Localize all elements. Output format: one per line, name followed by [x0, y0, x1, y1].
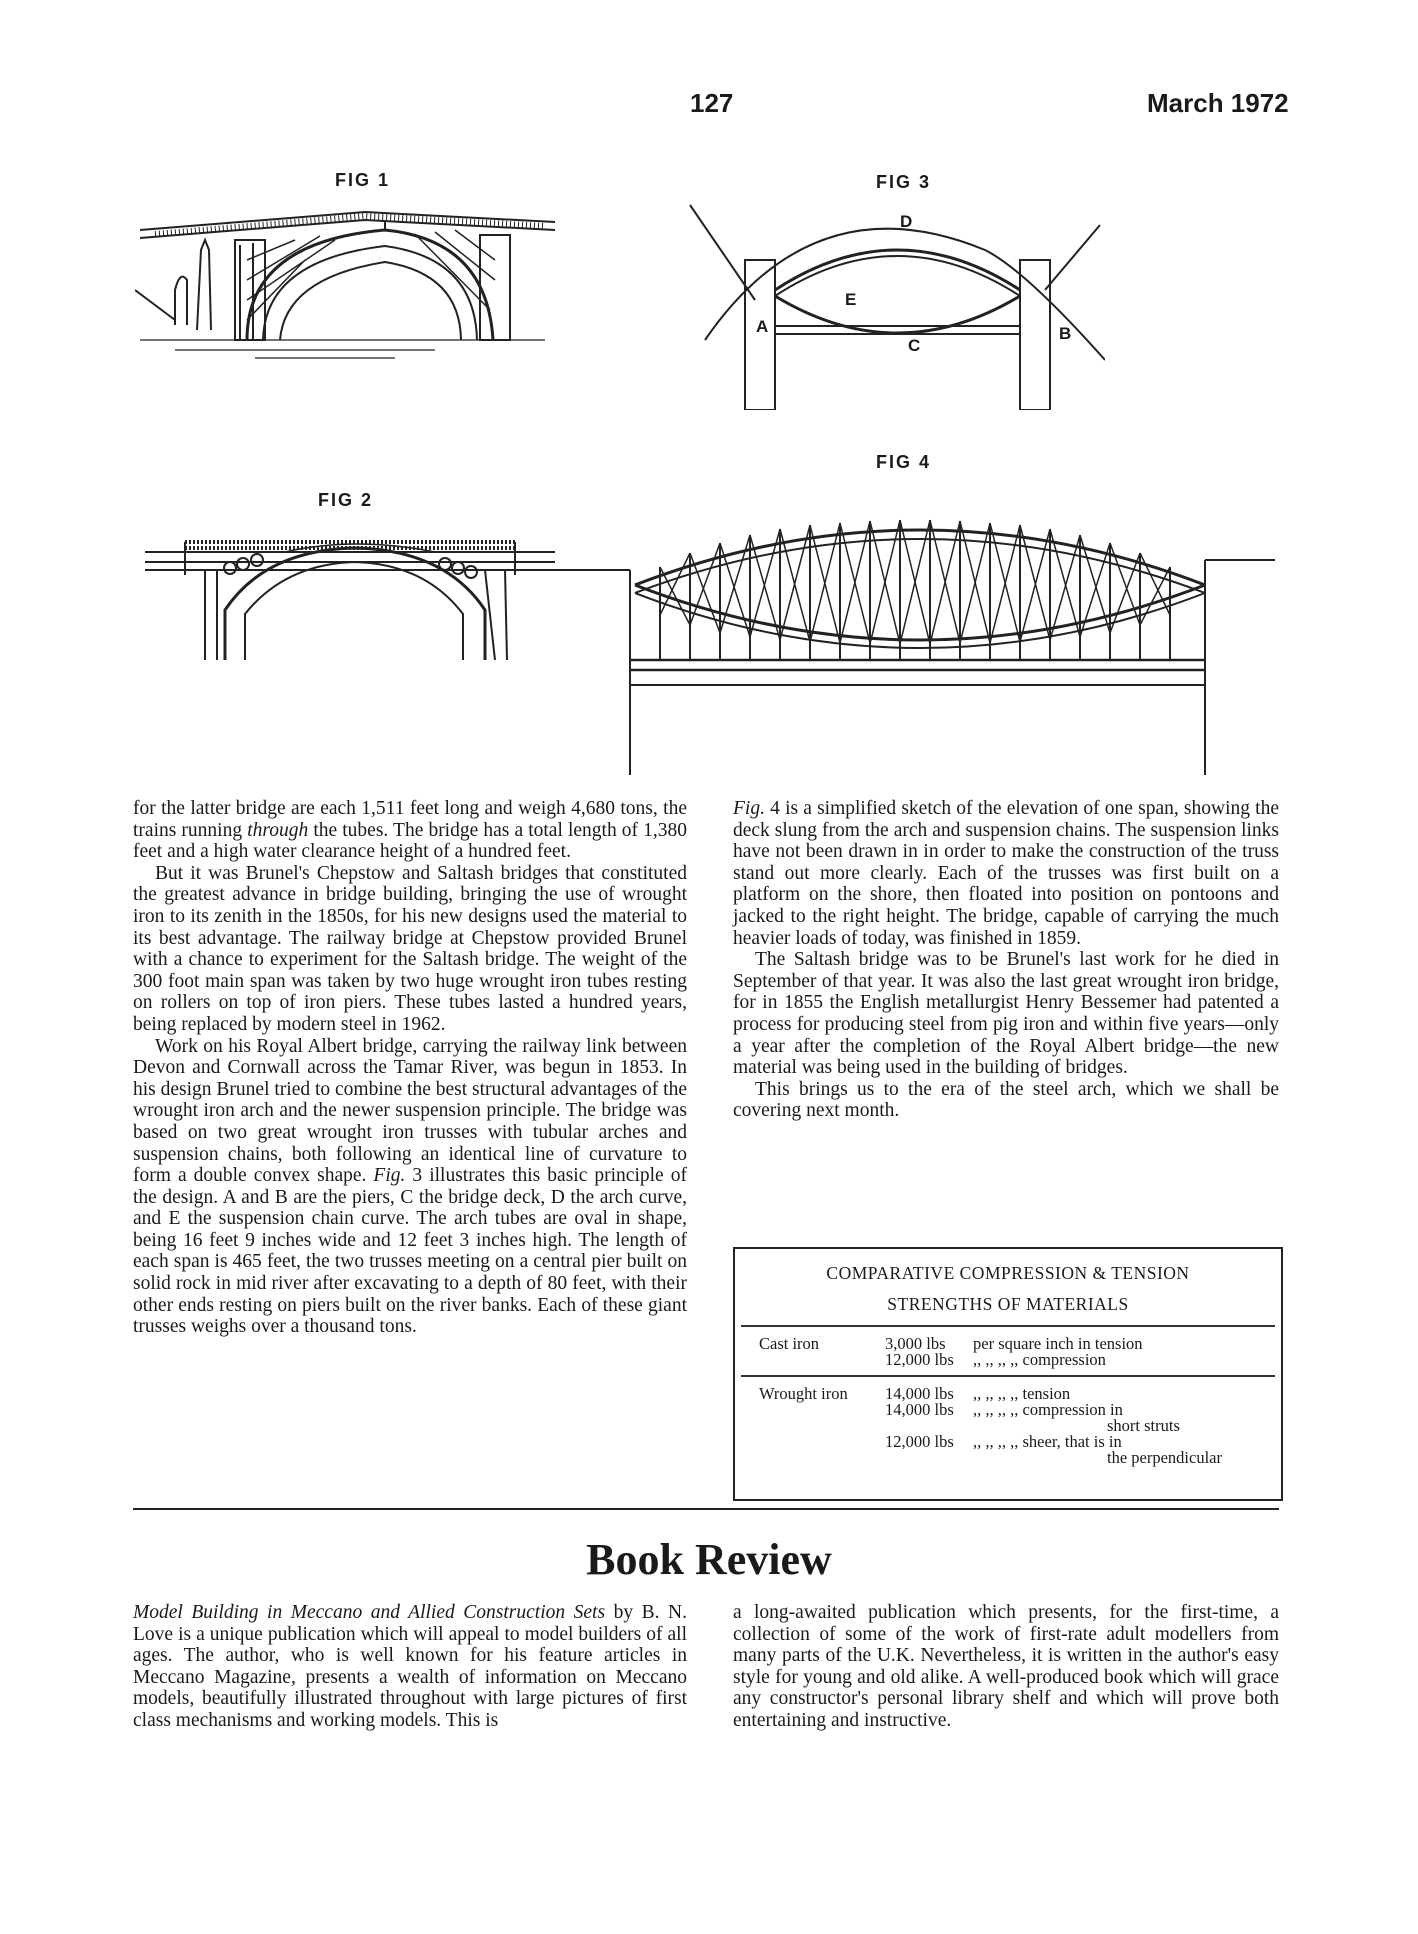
article-paragraph: This brings us to the era of the steel arch, which we shall be covering next month.: [733, 1078, 1279, 1122]
table-unit: ,, ,, ,, ,, compression in: [973, 1400, 1123, 1419]
fig4-truss-elevation-drawing: [555, 505, 1275, 775]
strength-comparison-table: [733, 1247, 1283, 1501]
table-unit: per square inch in tension: [973, 1334, 1143, 1353]
table-material: Wrought iron: [759, 1384, 848, 1403]
table-value: 14,000 lbs: [885, 1384, 954, 1403]
book-review-left-column: [133, 1602, 687, 1732]
fig3-label-c: C: [908, 336, 921, 355]
fig3-principle-diagram: [685, 200, 1105, 410]
table-value: 3,000 lbs: [885, 1334, 946, 1353]
table-divider: [741, 1375, 1275, 1377]
table-material: Cast iron: [759, 1334, 820, 1353]
fig3-label-e: E: [845, 290, 857, 309]
table-value: 12,000 lbs: [885, 1350, 954, 1369]
article-paragraph: for the latter bridge are each 1,511 feet long and weigh 4,680 tons, the trains running through the tubes. The bridge has a total length of 1,380 feet and a high water clearance height of a hundred feet.: [133, 798, 688, 863]
table-divider: [741, 1325, 1275, 1327]
table-title-line1: COMPARATIVE COMPRESSION & TENSION: [826, 1263, 1190, 1283]
issue-date: March 1972: [1147, 88, 1289, 118]
fig1-arch-bridge-drawing: [135, 200, 555, 370]
table-value: 12,000 lbs: [885, 1432, 954, 1451]
fig2-label: FIG 2: [318, 490, 374, 510]
section-divider: [133, 1508, 1279, 1510]
fig4-label: FIG 4: [876, 452, 932, 472]
page-number: 127: [690, 88, 734, 118]
review-paragraph: a long-awaited publication which presents, for the first-time, a collection of some of the work of first-rate adult modellers from many parts of the U.K. Nevertheless, it is written in the author's easy style for young and old alike. A well-produced book which will grace any constructor's personal library shelf and which will prove both entertaining and instructive.: [733, 1602, 1279, 1731]
fig3-label-d: D: [900, 212, 913, 231]
fig3-label: FIG 3: [876, 172, 932, 192]
fig3-label-a: A: [756, 317, 769, 336]
fig1-label: FIG 1: [335, 170, 391, 190]
article-paragraph: The Saltash bridge was to be Brunel's last work for he died in September of that year. It was also the last great wrought iron bridge, for in 1855 the English metallurgist Henry Bessemer had patented a process for producing steel from pig iron and within five years—only a year after the completion of the Royal Albert bridge—the new material was being used in the building of bridges.: [733, 949, 1279, 1079]
article-paragraph: But it was Brunel's Chepstow and Saltash bridges that constituted the greatest advance in bridge building, bringing the use of wrought iron to its zenith in the 1850s, for his new designs used the material to its best advantage. The railway bridge at Chepstow provided Brunel with a chance to experiment for the Saltash bridge. The weight of the 300 foot main span was taken by two huge wrought iron tubes resting on rollers on top of iron piers. These tubes lasted a hundred years, being replaced by modern steel in 1962.: [133, 862, 687, 1035]
table-value: 14,000 lbs: [885, 1400, 954, 1419]
article-left-column: [133, 798, 687, 1338]
review-paragraph: Model Building in Meccano and Allied Construction Sets by B. N. Love is a unique publication which will appeal to model builders of all ages. The author, who is well known for his feature articles in Meccano Magazine, presents a wealth of information on Meccano models, beautifully illustrated throughout with large pictures of first class mechanisms and working models. This is: [133, 1602, 687, 1731]
table-unit: ,, ,, ,, ,, compression: [973, 1350, 1106, 1369]
book-review-heading: Book Review: [586, 1535, 832, 1584]
table-title-line2: STRENGTHS OF MATERIALS: [887, 1294, 1129, 1314]
article-right-column: [733, 798, 1279, 1122]
article-paragraph: Fig. 4 is a simplified sketch of the elevation of one span, showing the deck slung from the arch and suspension chains. The suspension links have not been drawn in in order to make the construction of the truss stand out more clearly. Each of the trusses was first built on a platform on the shore, then floated into position on pontoons and jacked to the right height. The bridge, capable of carrying the much heavier loads of today, was finished in 1859.: [733, 798, 1279, 949]
fig3-label-b: B: [1059, 324, 1072, 343]
fig2-arch-bridge-drawing: [145, 530, 555, 660]
table-unit: ,, ,, ,, ,, sheer, that is in: [973, 1432, 1122, 1451]
table-unit: ,, ,, ,, ,, tension: [973, 1384, 1071, 1403]
article-paragraph: Work on his Royal Albert bridge, carrying the railway link between Devon and Cornwall across the Tamar River, was begun in 1853. In his design Brunel tried to combine the best structural advantages of the wrought iron arch and the newer suspension principle. The bridge was based on two great wrought iron trusses with tubular arches and suspension chains, both following an identical line of curvature to form a double convex shape. Fig. 3 illustrates this basic principle of the design. A and B are the piers, C the bridge deck, D the arch curve, and E the suspension chain curve. The arch tubes are oval in shape, being 16 feet 9 inches wide and 12 feet 3 inches high. The length of each span is 465 feet, the two trusses meeting on a central pier built on solid rock in mid river after excavating to a depth of 80 feet, with their other ends resting on piers built on the river banks. Each of these giant trusses weighs over a thousand tons.: [133, 1035, 687, 1338]
table-unit: short struts: [1107, 1416, 1180, 1435]
book-review-right-column: [733, 1602, 1279, 1732]
table-unit: the perpendicular: [1107, 1448, 1222, 1467]
